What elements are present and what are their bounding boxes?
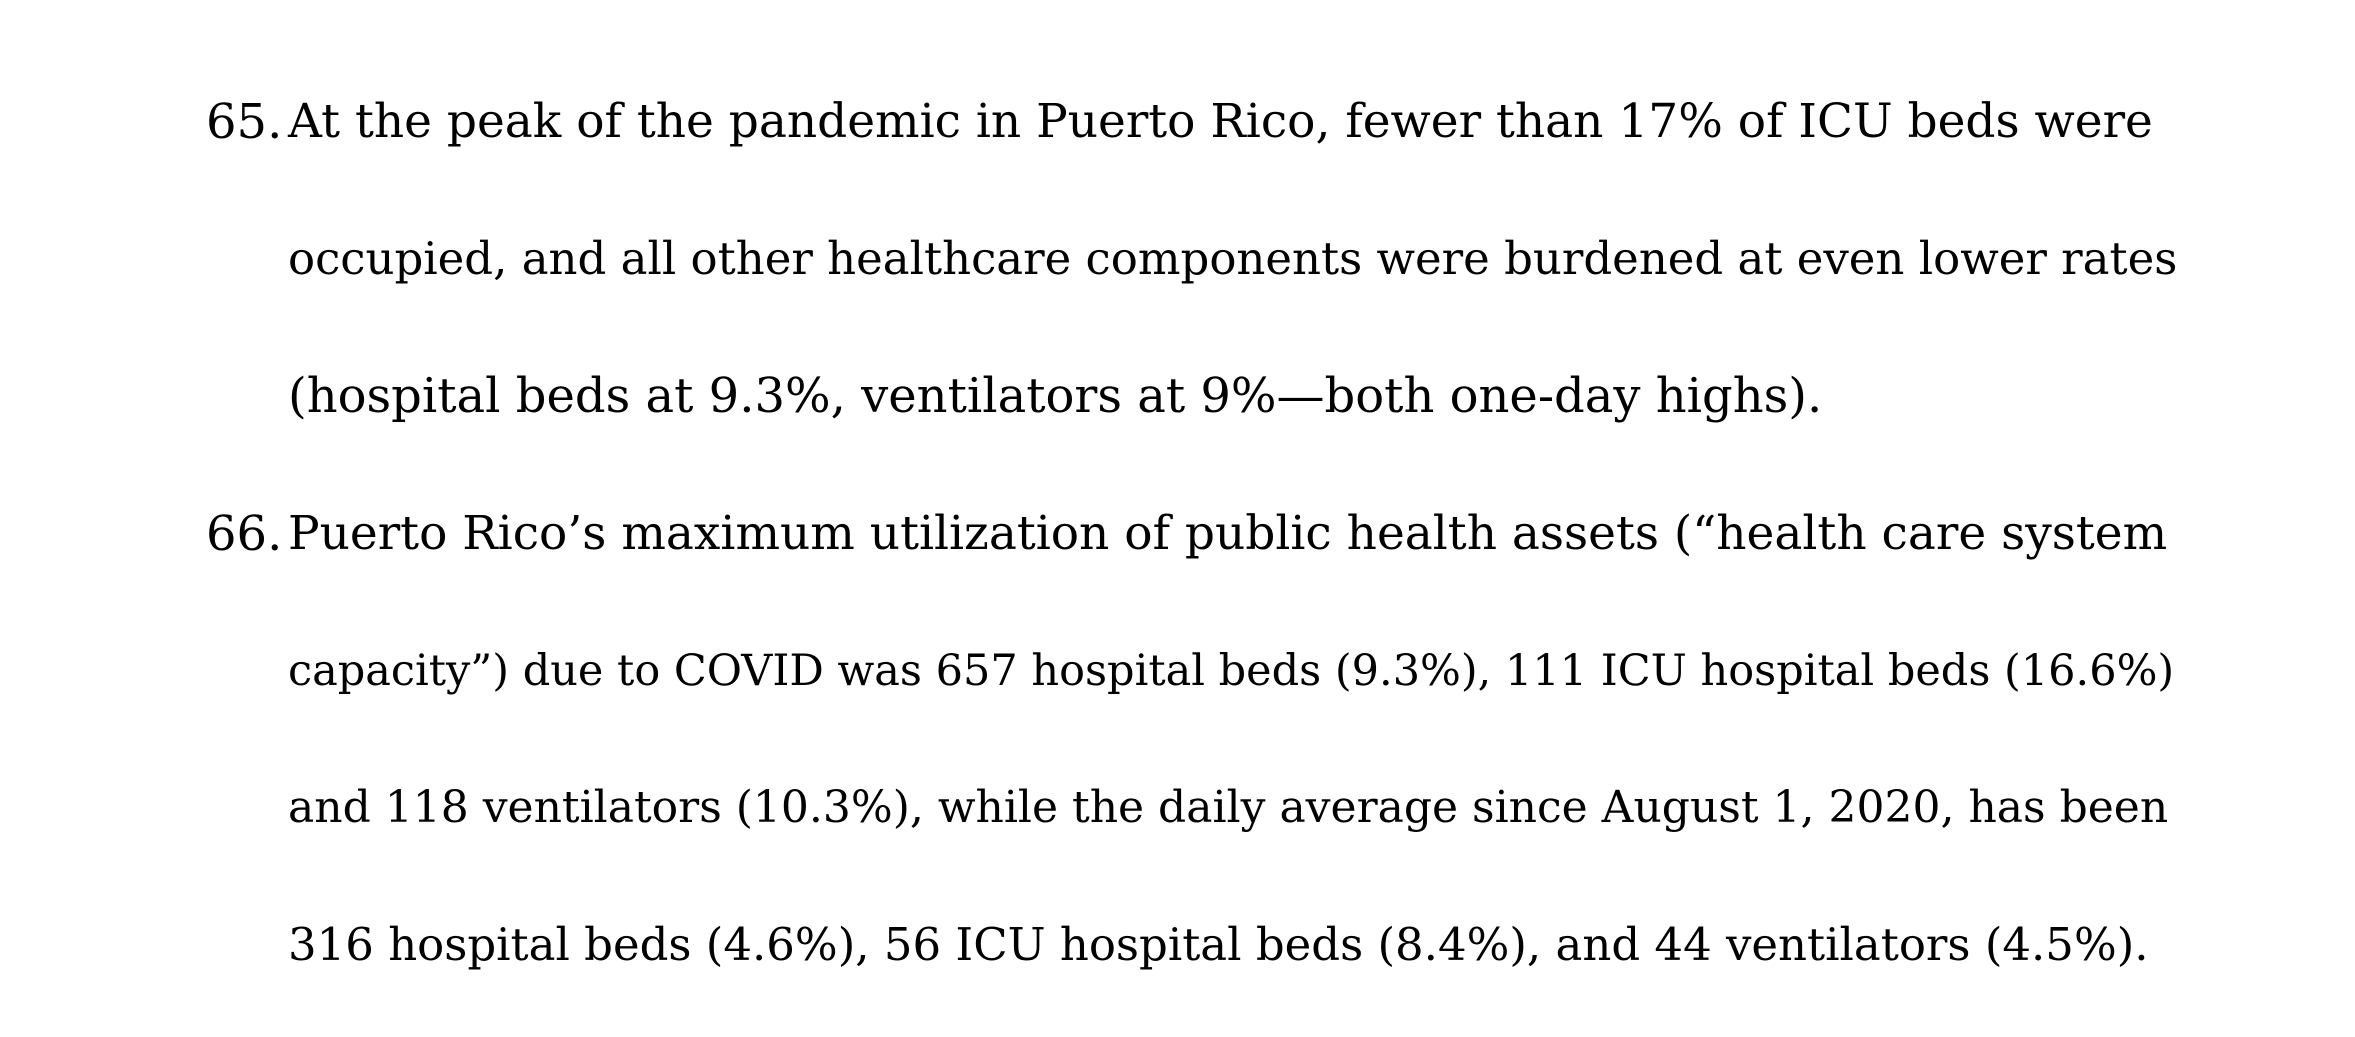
paragraph-line: Puerto Rico’s maximum utilization of public health assets (“health care system (288, 506, 2168, 561)
paragraph-line: and 118 ventilators (10.3%), while the daily average since August 1, 2020, has been (288, 782, 2169, 833)
paragraph-line: (hospital beds at 9.3%, ventilators at 9%—both one-day highs). (288, 368, 1823, 424)
paragraph-line: capacity”) due to COVID was 657 hospital beds (9.3%), 111 ICU hospital beds (16.6%) (288, 646, 2175, 696)
paragraph-number: 65. (206, 94, 283, 150)
paragraph-line: At the peak of the pandemic in Puerto Rico, fewer than 17% of ICU beds were (288, 94, 2153, 149)
paragraph-line: occupied, and all other healthcare components were burdened at even lower rates (288, 232, 2178, 285)
paragraph-line: 316 hospital beds (4.6%), 56 ICU hospital beds (8.4%), and 44 ventilators (4.5%). (288, 918, 2149, 971)
paragraph-number: 66. (206, 506, 283, 562)
